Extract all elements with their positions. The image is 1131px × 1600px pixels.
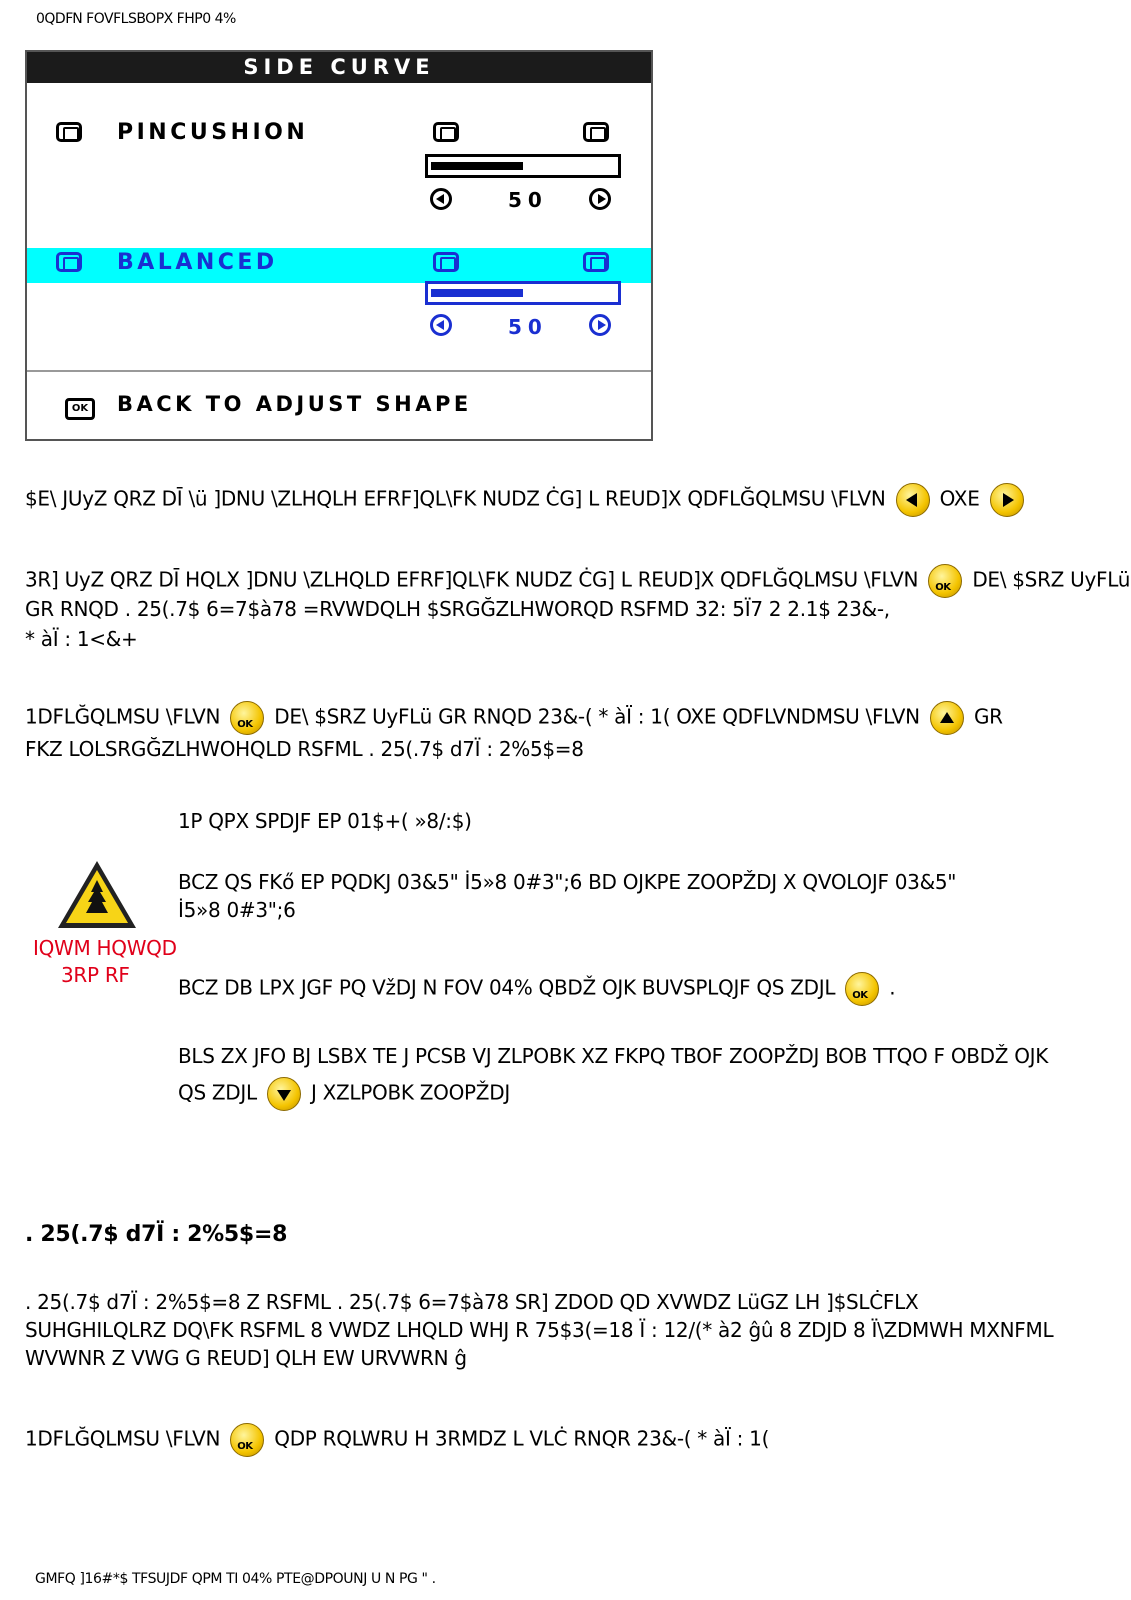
pincushion-value: 50: [508, 188, 548, 212]
note-3-line-1: BLS ZX JFO BJ LSBX TE J PCSB VJ ZLPOBK XZ FKPQ TBOF ZOOPŽDJ BOB TTQO F OBDŽ OJK: [178, 1044, 1049, 1068]
paragraph-3: [25, 701, 1003, 735]
ok-button-icon: OK: [928, 564, 962, 598]
paragraph-3-text-a: 1DFLĞQLMSU \FLVN: [25, 704, 221, 729]
paragraph-1-text-a: $E\ JUyZ QRZ DĪ \ü ]DNU \ZLHQLH EFRF]QL\FK NUDZ ĊG] L REUD]X QDFLĞQLMSU \FLVN: [25, 486, 886, 511]
right-button-icon: [990, 483, 1024, 517]
pincushion-slider-fill: [431, 162, 523, 170]
balanced-value: 50: [508, 315, 548, 339]
paragraph-3-text-c: OXE QDFLVNDMSU \FLVN: [676, 704, 920, 729]
pincushion-icon: [56, 122, 82, 142]
decrease-arrow-icon[interactable]: [430, 314, 452, 336]
osd-panel: [25, 50, 653, 441]
ok-button-icon: OK: [230, 1423, 264, 1457]
up-button-icon: [930, 701, 964, 735]
ok-button-icon: OK: [845, 972, 879, 1006]
paragraph-2-text-b: DE\ $SRZ UyFLü: [972, 567, 1131, 592]
note-3-text-a: QS ZDJL: [178, 1080, 257, 1105]
balanced-icon: [56, 252, 82, 272]
paragraph-3-line-2: FKZ LOLSRGĞZLHWOHQLD RSFML . 25(.7$ d7Ï : 2%5$=8: [25, 737, 584, 761]
note-2-end: .: [889, 975, 896, 1000]
warning-label-2: 3RP RF: [61, 963, 130, 987]
pincushion-out-icon: [583, 122, 609, 142]
osd-title: SIDE CURVE: [27, 52, 651, 83]
section-paragraph-line-3: WVWNR Z VWG G REUD] QLH EW URVWRN ĝ: [25, 1346, 467, 1370]
note-3-text-b: J XZLPOBK ZOOPŽDJ: [310, 1080, 510, 1105]
balanced-slider-fill: [431, 289, 523, 297]
option-label-pincushion: PINCUSHION: [117, 120, 309, 145]
section-heading: . 25(.7$ d7Ï : 2%5$=8: [25, 1222, 288, 1247]
osd-divider: [27, 370, 651, 372]
down-button-icon: [267, 1077, 301, 1111]
page-header-title: 0QDFN FOVFLSBOPX FHP0 4%: [36, 11, 236, 27]
increase-arrow-icon[interactable]: [589, 314, 611, 336]
section-paragraph-line-1: . 25(.7$ d7Ï : 2%5$=8 Z RSFML . 25(.7$ 6=7$à78 SR] ZDOD QD XVWDZ LüGZ LH ]$SLĊFLX: [25, 1290, 919, 1314]
decrease-arrow-icon[interactable]: [430, 188, 452, 210]
note-3-line-2: [178, 1077, 510, 1111]
warning-icon: [55, 858, 139, 932]
ok-button-icon: OK: [230, 701, 264, 735]
left-button-icon: [896, 483, 930, 517]
pincushion-slider[interactable]: [425, 154, 621, 178]
paragraph-1-text-b: OXE: [939, 486, 980, 511]
note-2: [178, 972, 895, 1006]
note-heading: 1P QPX SPDJF EP 01$+( »8/:$): [178, 809, 472, 833]
page-footer: GMFQ ]16#*$ TFSUJDF QPM TI 04% PTE@DPOUNJ U N PG " .: [35, 1571, 436, 1587]
final-text-b: QDP RQLWRU H 3RMDZ L VLĊ RNQR 23&-( * àÏ : 1(: [274, 1426, 770, 1451]
increase-arrow-icon[interactable]: [589, 188, 611, 210]
balanced-right-icon: [583, 252, 609, 272]
note-1-line-1: BCZ QS FKő EP PQDKJ 03&5" İ5»8 0#3";6 BD OJKPE ZOOPŽDJ X QVOLOJF 03&5": [178, 870, 957, 894]
paragraph-2-text-a: 3R] UyZ QRZ DĪ HQLX ]DNU \ZLHQLD EFRF]QL\FK NUDZ ĊG] L REUD]X QDFLĞQLMSU \FLVN: [25, 567, 919, 592]
warning-label-1: IQWM HQWQD: [33, 936, 177, 960]
final-text-a: 1DFLĞQLMSU \FLVN: [25, 1426, 221, 1451]
paragraph-1: [25, 483, 1028, 517]
ok-icon: OK: [65, 398, 95, 420]
note-1-line-2: İ5»8 0#3";6: [178, 898, 296, 922]
paragraph-3-text-b: DE\ $SRZ UyFLü GR RNQD 23&-( * àÏ : 1(: [274, 704, 671, 729]
paragraph-2: [25, 564, 1130, 598]
balanced-left-icon: [433, 252, 459, 272]
paragraph-3-text-d: GR: [973, 704, 1003, 729]
balanced-slider[interactable]: [425, 281, 621, 305]
paragraph-2-line-2: GR RNQD . 25(.7$ 6=7$à78 =RVWDQLH $SRGĞZLHWORQD RSFMD 32: 5Ï7 2 2.1$ 23&-,: [25, 597, 890, 621]
back-to-adjust-shape-label[interactable]: BACK TO ADJUST SHAPE: [117, 392, 472, 416]
final-paragraph: [25, 1423, 769, 1457]
section-paragraph-line-2: SUHGHILQLRZ DQ\FK RSFML 8 VWDZ LHQLD WHJ R 75$3(=18 Ï : 12/(* à2 ĝû 8 ZDJD 8 Ï\ZDMWH MXNFML: [25, 1318, 1054, 1342]
option-label-balanced[interactable]: BALANCED: [117, 250, 278, 275]
pincushion-in-icon: [433, 122, 459, 142]
paragraph-2-line-3: * àÏ : 1<&+: [25, 627, 138, 651]
note-2-text: BCZ DB LPX JGF PQ VžDJ N FOV 04% QBDŽ OJK BUVSPLQJF QS ZDJL: [178, 975, 836, 1000]
